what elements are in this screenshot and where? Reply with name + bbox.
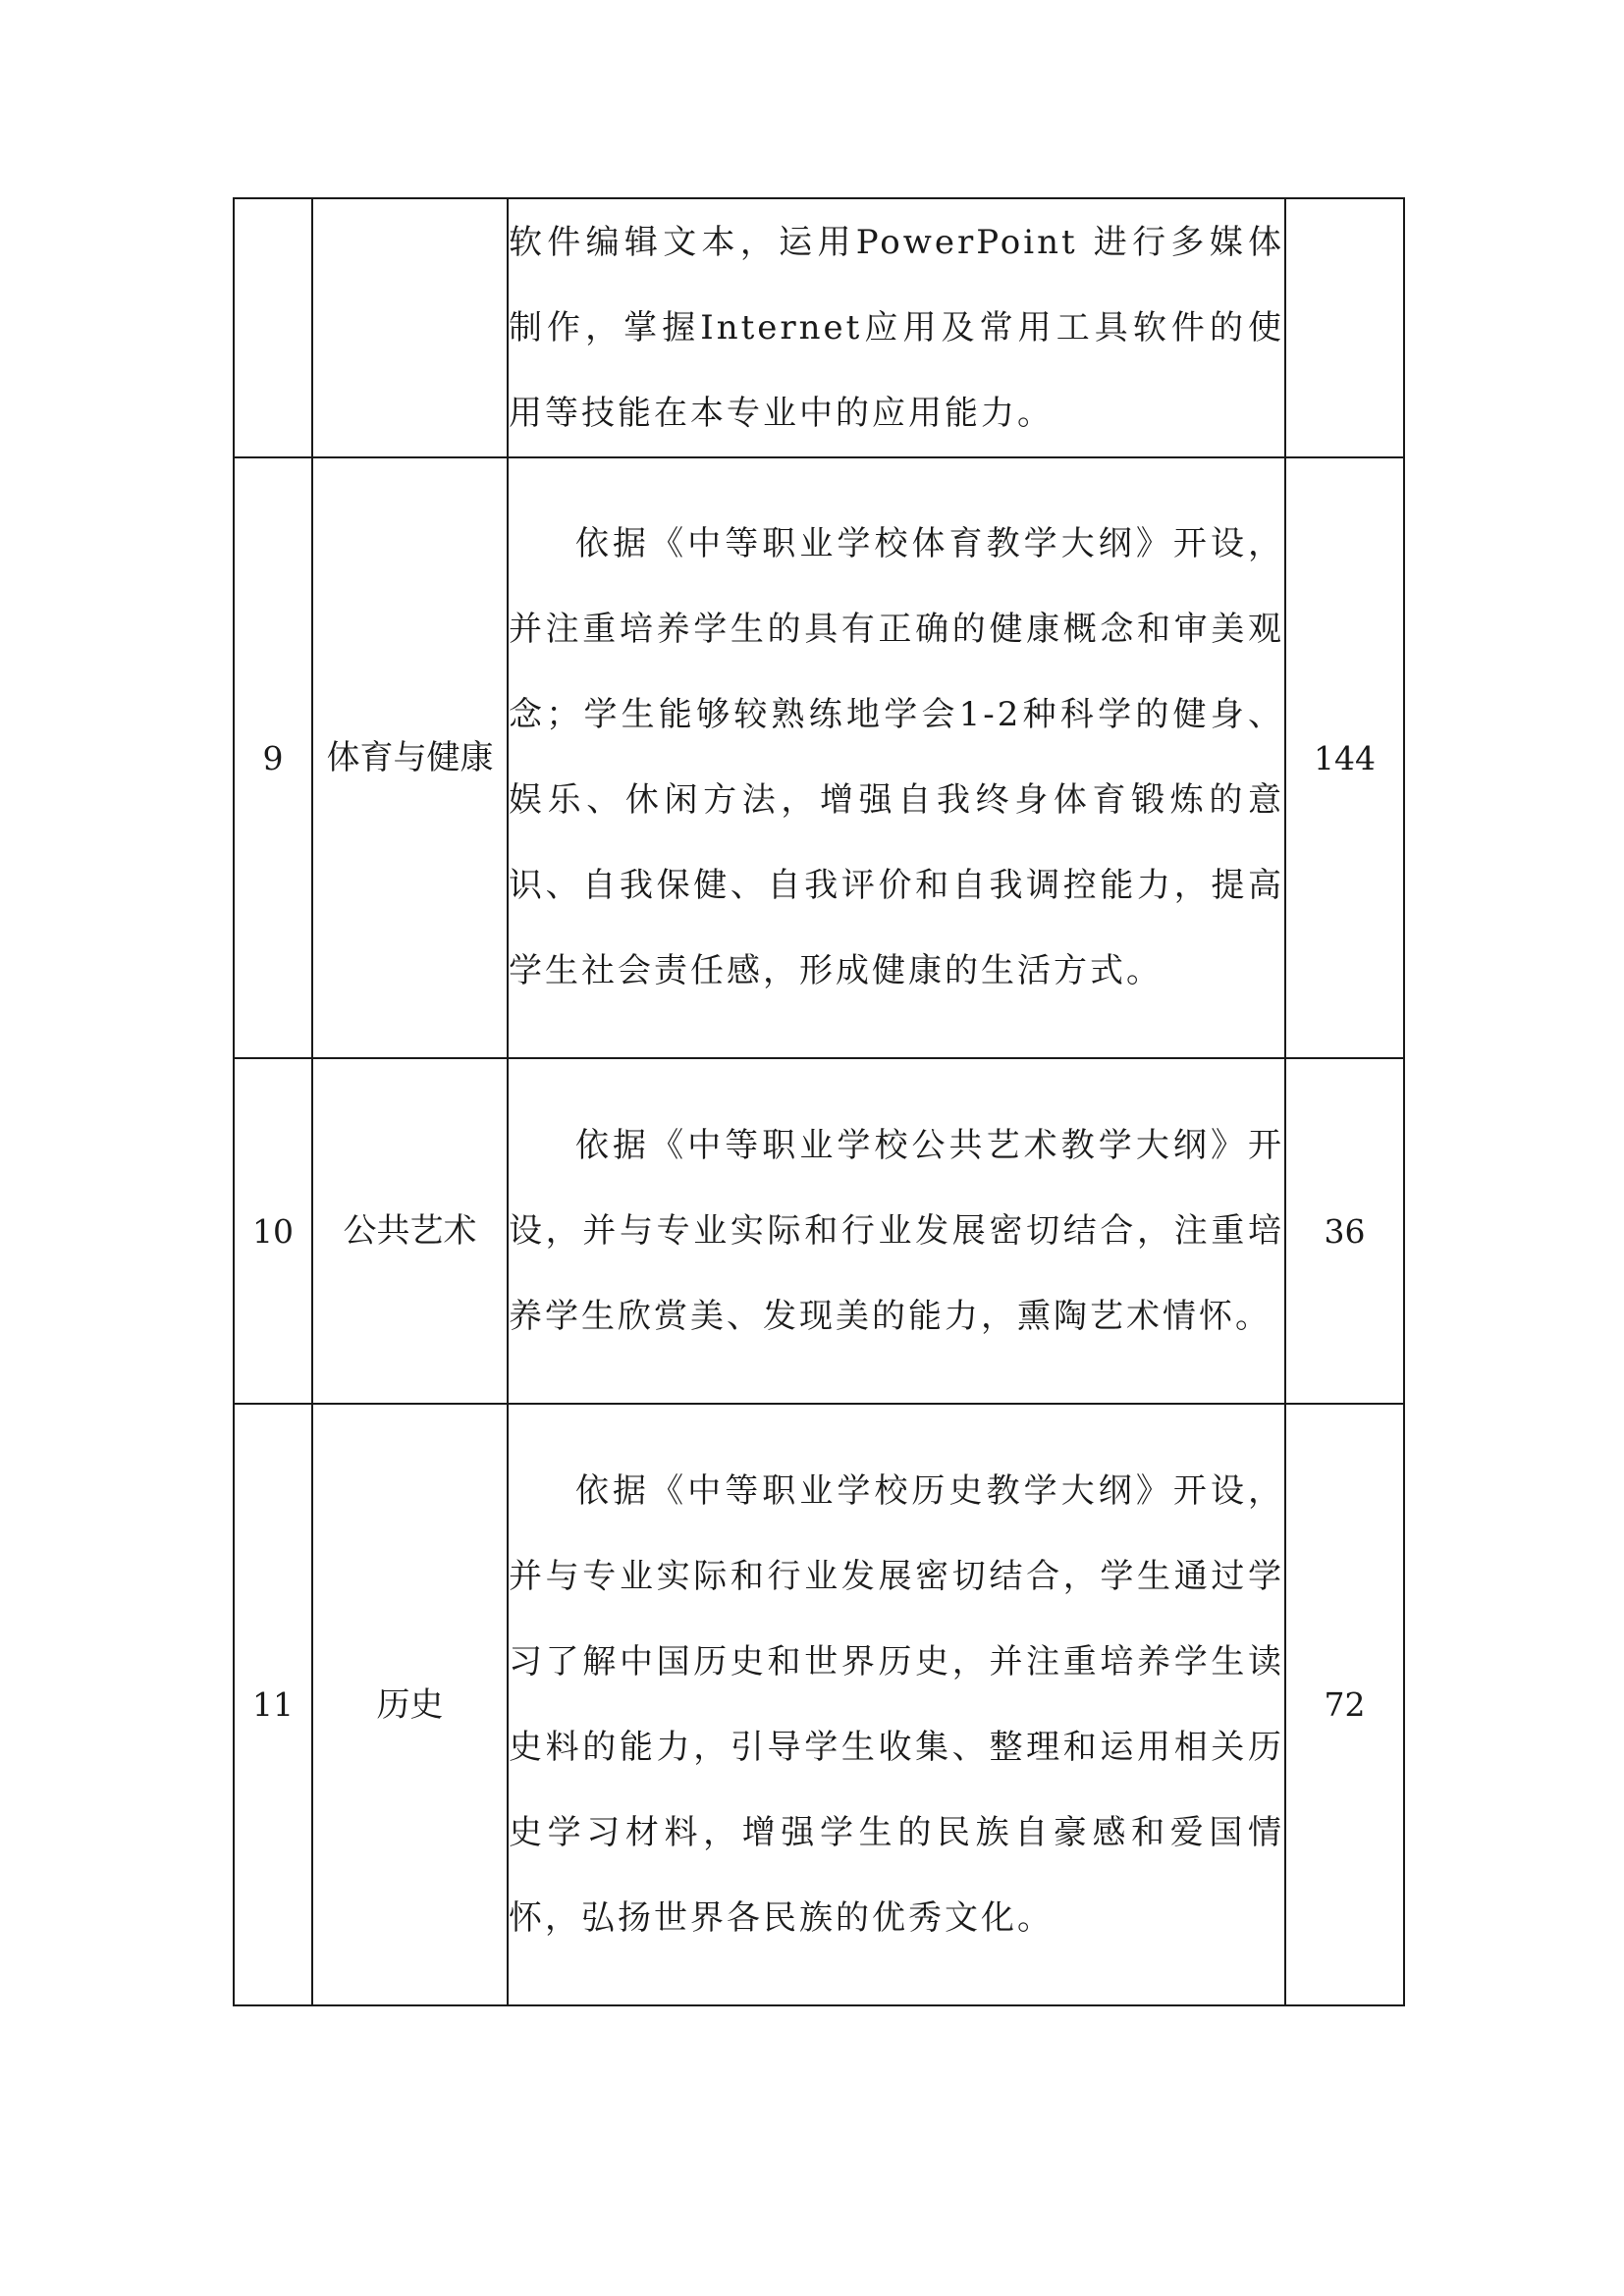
course-name-cell: 公共艺术 xyxy=(312,1058,508,1404)
course-description-text: 依据《中等职业学校公共艺术教学大纲》开设，并与专业实际和行业发展密切结合，注重培养学生欣赏美、发现美的能力，熏陶艺术情怀。 xyxy=(509,1125,1284,1336)
course-description-cell xyxy=(508,457,1285,1058)
table-row xyxy=(234,1404,1404,2005)
table-row xyxy=(234,1058,1404,1404)
course-description-text: 依据《中等职业学校体育教学大纲》开设，并注重培养学生的具有正确的健康概念和审美观念；学生能够较熟练地学会1-2种科学的健身、娱乐、休闲方法，增强自我终身体育锻炼的意识、自我保健、自我评价和自我调控能力，提高学生社会责任感，形成健康的生活方式。 xyxy=(509,524,1284,990)
course-number-cell: 11 xyxy=(234,1404,312,2005)
course-name-cell: 体育与健康 xyxy=(312,457,508,1058)
course-name-cell: 历史 xyxy=(312,1404,508,2005)
course-description-cell xyxy=(508,1058,1285,1404)
table-row xyxy=(234,198,1404,457)
course-description-cell xyxy=(508,1404,1285,2005)
course-hours-cell: 72 xyxy=(1285,1404,1404,2005)
course-description-text: 软件编辑文本，运用PowerPoint 进行多媒体制作，掌握Internet应用及常用工具软件的使用等技能在本专业中的应用能力。 xyxy=(509,222,1284,433)
course-description-text: 依据《中等职业学校历史教学大纲》开设，并与专业实际和行业发展密切结合，学生通过学习了解中国历史和世界历史，并注重培养学生读史料的能力，引导学生收集、整理和运用相关历史学习材料，增强学生的民族自豪感和爱国情怀，弘扬世界各民族的优秀文化。 xyxy=(509,1470,1284,1938)
course-table xyxy=(233,197,1405,2006)
course-number-cell: 10 xyxy=(234,1058,312,1404)
course-hours-cell xyxy=(1285,198,1404,457)
course-name-cell xyxy=(312,198,508,457)
table-row xyxy=(234,457,1404,1058)
course-hours-cell: 144 xyxy=(1285,457,1404,1058)
course-number-cell: 9 xyxy=(234,457,312,1058)
course-description-cell xyxy=(508,198,1285,457)
course-hours-cell: 36 xyxy=(1285,1058,1404,1404)
course-number-cell xyxy=(234,198,312,457)
